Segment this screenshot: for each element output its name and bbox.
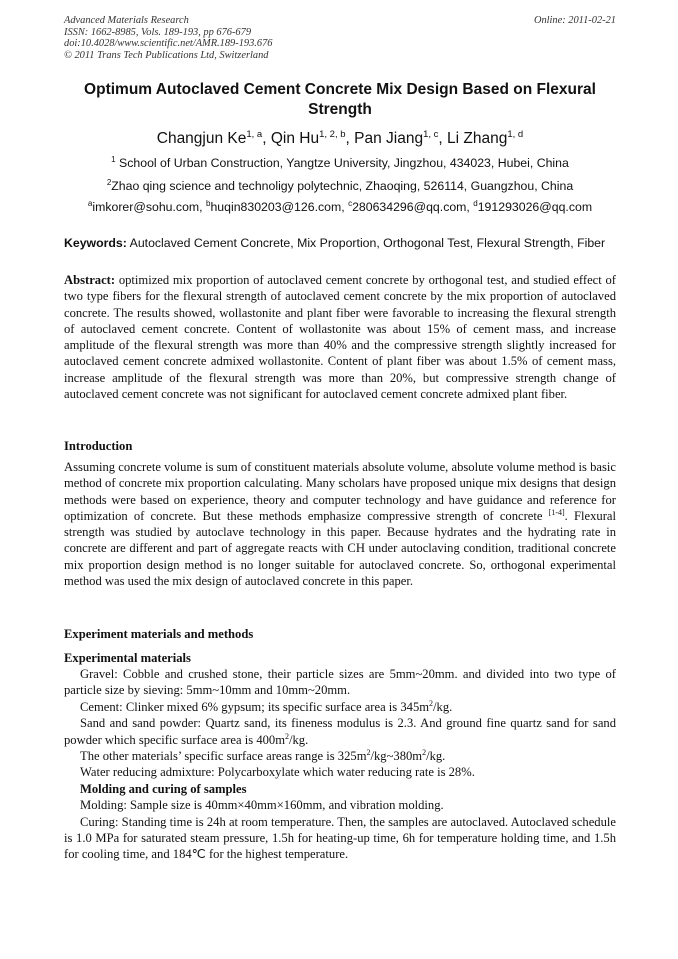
author-affiliation-mark: 1, 2, b <box>319 128 346 140</box>
email-link[interactable]: 191293026@qq.com <box>477 200 593 214</box>
email-mark: a <box>87 198 93 208</box>
author-emails <box>64 200 616 215</box>
author-separator: , <box>262 130 271 147</box>
email-link[interactable]: huqin830203@126.com, <box>210 200 349 214</box>
abstract-text: optimized mix proportion of autoclaved cement concrete by orthogonal test, and studied effect of two type fibers for the flexural strength of autoclaved cement concrete by the mix proportion of autoclaved concrete. The results showed, wollastonite and plant fiber were favorable to increasing the flexural strength of autoclaved cement concrete. Content of wollastonite was about 15% of cement mass, and increase amplitude of the flexural strength was more than 40% and the compressive strength slightly increased for autoclaved cement concrete admixed wollastonite. Content of plant fiber was about 1.5% of cement mass, increase amplitude of the flexural strength was more than 20%, but compressive strength change of autoclaved cement concrete was not significant for autoclaved cement concrete admixed plant fiber. <box>64 273 616 402</box>
author-name: Changjun Ke <box>156 130 247 147</box>
journal-name: Advanced Materials Research <box>64 15 189 26</box>
curing-paragraph: Curing: Standing time is 24h at room temperature. Then, the samples are autoclaved. Autoclaved schedule is 1.0 MPa for saturated steam pressure, 1.5h for heating-up time, 6h for temperature holding time, and 1.5h for cooling time, and 184℃ for the highest temperature. <box>64 814 616 862</box>
unit-superscript: 2 <box>422 747 427 757</box>
affiliation-2 <box>64 179 616 194</box>
subsection-heading: Experimental materials <box>64 651 191 665</box>
unit-superscript: 2 <box>429 698 434 708</box>
keywords-label: Keywords: <box>64 236 127 250</box>
author-affiliation-mark: 1, c <box>423 128 439 140</box>
affiliation-text: Zhao qing science and technoligy polytechnic, Zhaoqing, 526114, Guangzhou, China <box>111 179 574 193</box>
sand-text: Sand and sand powder: Quartz sand, its fineness modulus is 2.3. And ground fine quartz sand for sand powder which specific surface area is 400m <box>64 716 616 747</box>
other-text-mid: /kg~380m <box>370 749 423 764</box>
other-materials-paragraph <box>64 748 616 764</box>
email-mark: c <box>348 198 353 208</box>
author-name: Qin Hu <box>270 130 320 147</box>
introduction-paragraph <box>64 459 616 589</box>
author-separator: , <box>438 130 448 147</box>
author-name: Pan Jiang <box>354 130 424 147</box>
email-mark: d <box>473 198 478 208</box>
copyright-line: © 2011 Trans Tech Publications Ltd, Switzerland <box>64 49 269 61</box>
molding-paragraph: Molding: Sample size is 40mm×40mm×160mm, and vibration molding. <box>80 798 444 813</box>
intro-text-part: Assuming concrete volume is sum of constituent materials absolute volume, absolute volume method is basic method of concrete mix proportion calculating. Many scholars have proposed unique mix designs that design methods were based on experience, theory and computer technology and have guidance and reference for optimization of concrete. But these methods emphasize compressive strength of concrete <box>64 460 616 523</box>
gravel-paragraph: Gravel: Cobble and crushed stone, their particle sizes are 5mm~20mm. and divided into two type of particle size by sieving: 5mm~10mm and 10mm~20mm. <box>64 667 616 698</box>
author-name: Li Zhang <box>447 130 508 147</box>
molding-heading: Molding and curing of samples <box>80 781 247 796</box>
sand-paragraph <box>64 715 616 748</box>
issn-line: ISSN: 1662-8985, Vols. 189-193, pp 676-679 <box>64 26 252 38</box>
keywords-text: Autoclaved Cement Concrete, Mix Proportion, Orthogonal Test, Flexural Strength, Fiber <box>126 236 606 250</box>
abstract-label: Abstract: <box>64 273 116 287</box>
materials-section <box>64 666 616 863</box>
paper-title: Optimum Autoclaved Cement Concrete Mix Design Based on Flexural Strength <box>84 81 596 118</box>
affiliation-1 <box>64 156 616 171</box>
other-text: The other materials’ specific surface areas range is 325m <box>80 749 367 764</box>
affiliation-text: School of Urban Construction, Yangtze University, Jingzhou, 434023, Hubei, China <box>115 156 569 170</box>
author-list <box>64 129 616 149</box>
cement-paragraph <box>64 699 616 715</box>
abstract-paragraph <box>64 272 616 402</box>
introduction-heading: Introduction <box>64 439 133 453</box>
online-date: Online: 2011-02-21 <box>533 15 616 26</box>
citation-reference[interactable]: [1-4] <box>548 507 565 517</box>
other-unit: /kg. <box>426 749 446 764</box>
email-mark: b <box>206 198 211 208</box>
keywords-line <box>64 236 616 251</box>
author-affiliation-mark: 1, a <box>246 128 263 140</box>
affiliation-mark: 2 <box>106 177 112 187</box>
journal-header <box>64 15 616 61</box>
water-reducer-paragraph: Water reducing admixture: Polycarboxylate which water reducing rate is 28%. <box>80 765 475 780</box>
section-heading: Experiment materials and methods <box>64 627 254 641</box>
email-link[interactable]: 280634296@qq.com, <box>352 200 474 214</box>
intro-text-part: . Flexural strength was studied by autoclave technology in this paper. Because hydrates and the hydrating rate in concrete are different and part of aggregate reacts with CH under autoclaving condition, traditional concrete mix proportion design method is no longer suitable for autoclaved concrete. So, orthogonal experimental method was used the mix design of autoclaved concrete in this paper. <box>64 508 616 589</box>
doi-line[interactable]: doi:10.4028/www.scientific.net/AMR.189-193.676 <box>64 38 273 49</box>
cement-unit: /kg. <box>433 699 453 714</box>
author-separator: , <box>345 130 355 147</box>
sand-unit: /kg. <box>289 732 309 747</box>
affiliation-mark: 1 <box>111 154 116 164</box>
author-affiliation-mark: 1, d <box>507 128 524 140</box>
unit-superscript: 2 <box>366 747 371 757</box>
cement-text: Cement: Clinker mixed 6% gypsum; its specific surface area is 345m <box>80 699 430 714</box>
email-link[interactable]: imkorer@sohu.com, <box>92 200 206 214</box>
unit-superscript: 2 <box>285 731 289 741</box>
